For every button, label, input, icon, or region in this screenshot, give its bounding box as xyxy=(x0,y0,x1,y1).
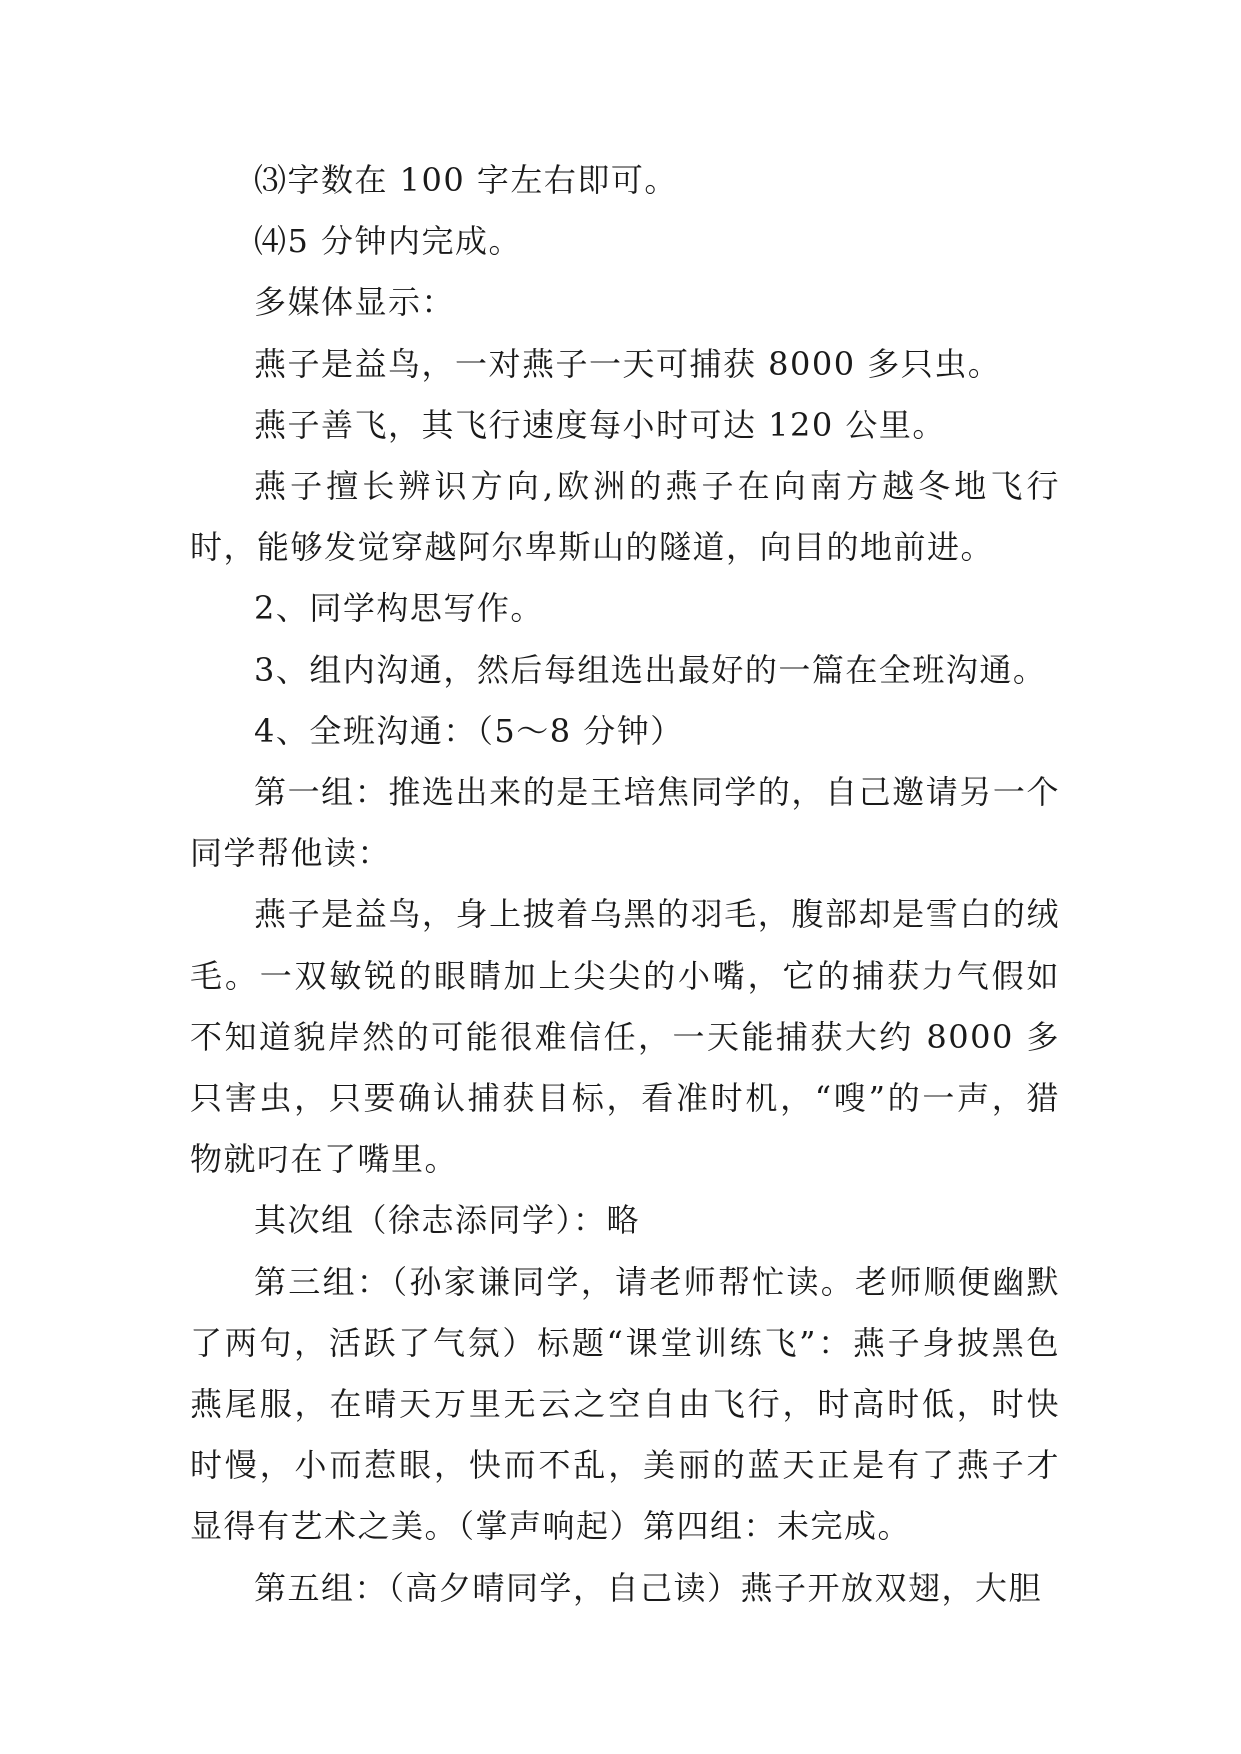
paragraph-req-4: ⑷5 分钟内完成。 xyxy=(254,222,523,261)
paragraph-fact-2: 燕子善飞，其飞行速度每小时可达 120 公里。 xyxy=(254,405,946,444)
paragraph-group-2: 其次组（徐志添同学）：略 xyxy=(254,1201,641,1240)
document-body xyxy=(190,150,1060,1619)
paragraph-group-1: 第一组：推选出来的是王培焦同学的，自己邀请另一个同学帮他读： xyxy=(190,773,1060,873)
paragraph-step-2: 2、同学构思写作。 xyxy=(254,589,544,628)
paragraph-fact-3: 燕子擅长辨识方向,欧洲的燕子在向南方越冬地飞行时，能够发觉穿越阿尔卑斯山的隧道，向目的地前进。 xyxy=(190,467,1060,567)
paragraph-step-4: 4、全班沟通：（5～8 分钟） xyxy=(254,711,684,750)
paragraph-fact-1: 燕子是益鸟，一对燕子一天可捕获 8000 多只虫。 xyxy=(254,344,1002,383)
paragraph-multimedia-heading: 多媒体显示： xyxy=(254,283,456,322)
paragraph-req-3: ⑶字数在 100 字左右即可。 xyxy=(254,161,678,199)
paragraph-group-3: 第三组：（孙家谦同学，请老师帮忙读。老师顺便幽默了两句，活跃了气氛）标题“课堂训练飞”：燕子身披黑色燕尾服，在晴天万里无云之空自由飞行，时高时低，时快时慢，小而惹眼，快而不乱，美丽的蓝天正是有了燕子才显得有艺术之美。（掌声响起）第四组：未完成。 xyxy=(190,1262,1060,1546)
paragraph-group-1-essay: 燕子是益鸟，身上披着乌黑的羽毛，腹部却是雪白的绒毛。一双敏锐的眼睛加上尖尖的小嘴，它的捕获力气假如不知道貌岸然的可能很难信任，一天能捕获大约 8000 多只害虫，只要确认捕获目标，看准时机，“嗖”的一声，猎物就叼在了嘴里。 xyxy=(190,895,1060,1179)
paragraph-group-5: 第五组：（高夕晴同学，自己读）燕子开放双翅，大胆 xyxy=(254,1568,1043,1607)
paragraph-step-3: 3、组内沟通，然后每组选出最好的一篇在全班沟通。 xyxy=(254,650,1047,689)
